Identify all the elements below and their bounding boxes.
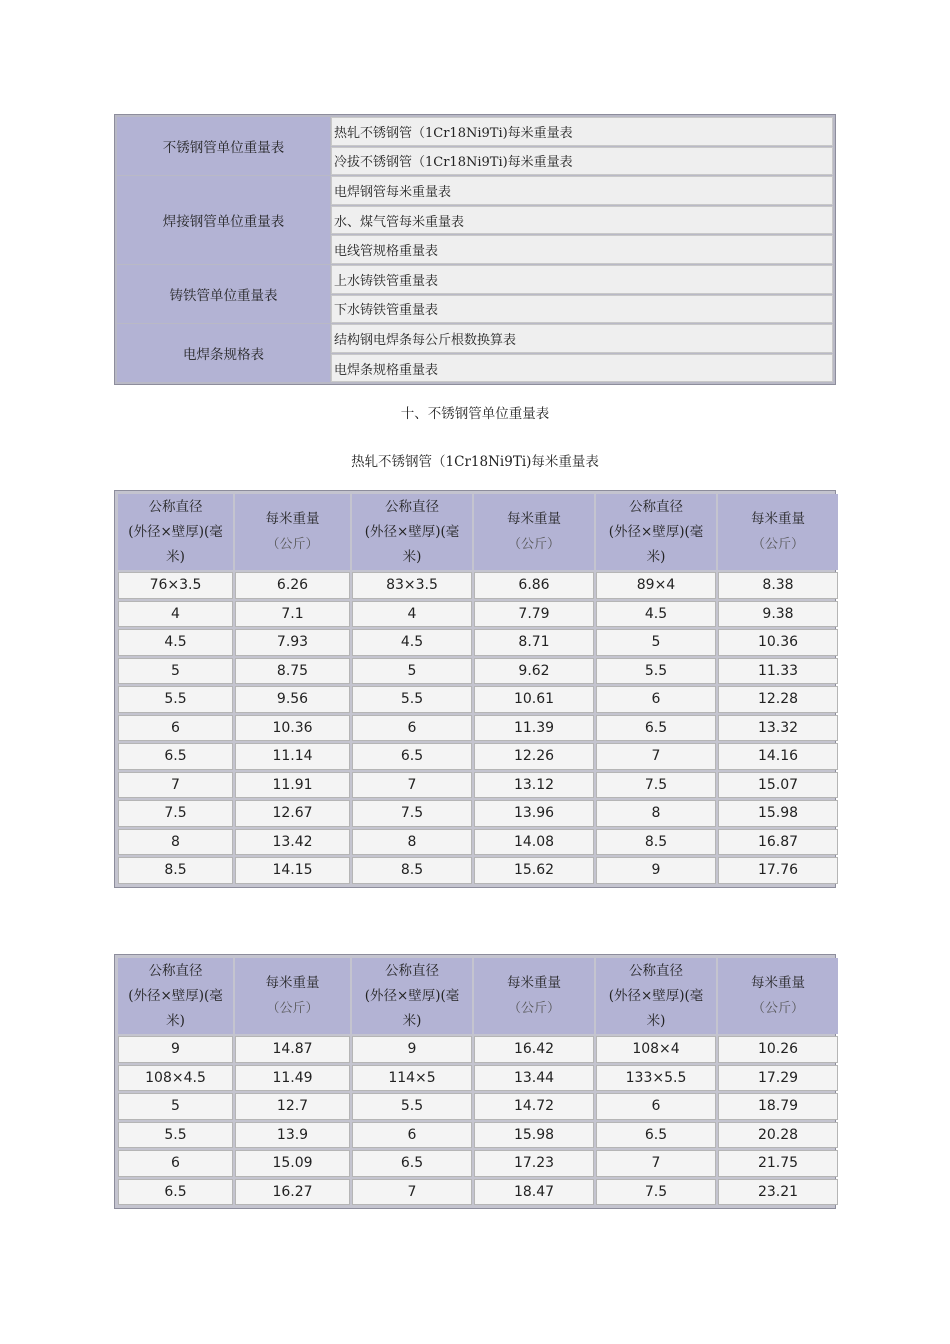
weight-cell: 6.86 bbox=[474, 572, 594, 599]
index-table bbox=[114, 114, 836, 385]
dimension-cell: 108×4.5 bbox=[118, 1065, 233, 1092]
dimension-cell: 5 bbox=[352, 658, 472, 685]
dimension-cell: 6.5 bbox=[352, 1150, 472, 1177]
table-title: 热轧不锈钢管（1Cr18Ni9Ti)每米重量表 bbox=[351, 454, 599, 470]
dimension-cell: 108×4 bbox=[596, 1036, 716, 1063]
weight-cell: 17.29 bbox=[718, 1065, 838, 1092]
dimension-cell: 7.5 bbox=[118, 800, 233, 827]
weight-cell: 8.38 bbox=[718, 572, 838, 599]
dimension-cell: 8.5 bbox=[118, 857, 233, 884]
dimension-header bbox=[118, 494, 233, 570]
table-row bbox=[118, 743, 838, 770]
weight-cell: 11.91 bbox=[235, 772, 350, 799]
table-row bbox=[118, 800, 838, 827]
header-text: 每米重量 bbox=[265, 975, 320, 991]
dimension-cell: 89×4 bbox=[596, 572, 716, 599]
weight-cell: 15.62 bbox=[474, 857, 594, 884]
header-unit: （公斤） bbox=[507, 1001, 560, 1016]
weight-cell: 16.87 bbox=[718, 829, 838, 856]
weight-cell: 17.23 bbox=[474, 1150, 594, 1177]
header-text: 米) bbox=[402, 1012, 422, 1029]
dimension-cell: 7 bbox=[596, 1150, 716, 1177]
index-category: 电焊条规格表 bbox=[117, 324, 330, 382]
weight-cell: 14.15 bbox=[235, 857, 350, 884]
index-category: 不锈钢管单位重量表 bbox=[117, 117, 330, 175]
weight-cell: 18.47 bbox=[474, 1179, 594, 1206]
dimension-cell: 7 bbox=[352, 772, 472, 799]
dimension-cell: 6.5 bbox=[596, 1122, 716, 1149]
index-link[interactable]: 热轧不锈钢管（1Cr18Ni9Ti)每米重量表 bbox=[331, 117, 833, 146]
weight-cell: 11.39 bbox=[474, 715, 594, 742]
dimension-cell: 7.5 bbox=[352, 800, 472, 827]
weight-cell: 17.76 bbox=[718, 857, 838, 884]
weight-cell: 13.32 bbox=[718, 715, 838, 742]
dimension-cell: 4.5 bbox=[118, 629, 233, 656]
dimension-cell: 133×5.5 bbox=[596, 1065, 716, 1092]
table-row bbox=[118, 857, 838, 884]
header-text: 公称直径 bbox=[385, 962, 439, 979]
index-link[interactable]: 电焊条规格重量表 bbox=[331, 354, 833, 383]
weight-cell: 13.96 bbox=[474, 800, 594, 827]
weight-cell: 11.33 bbox=[718, 658, 838, 685]
weight-cell: 9.62 bbox=[474, 658, 594, 685]
index-link[interactable]: 下水铸铁管重量表 bbox=[331, 295, 833, 324]
weight-cell: 12.28 bbox=[718, 686, 838, 713]
dimension-cell: 6 bbox=[352, 715, 472, 742]
index-link[interactable]: 电焊钢管每米重量表 bbox=[331, 176, 833, 205]
index-category: 铸铁管单位重量表 bbox=[117, 265, 330, 323]
dimension-cell: 7 bbox=[352, 1179, 472, 1206]
header-text: (外径×壁厚)(毫 bbox=[364, 987, 460, 1004]
section-title: 十、不锈钢管单位重量表 bbox=[400, 406, 550, 422]
dimension-cell: 6 bbox=[118, 1150, 233, 1177]
index-link[interactable]: 上水铸铁管重量表 bbox=[331, 265, 833, 294]
dimension-cell: 9 bbox=[118, 1036, 233, 1063]
dimension-cell: 76×3.5 bbox=[118, 572, 233, 599]
dimension-cell: 5 bbox=[118, 1093, 233, 1120]
header-text: 米) bbox=[166, 1012, 185, 1029]
weight-header bbox=[474, 494, 594, 570]
weight-cell: 7.93 bbox=[235, 629, 350, 656]
index-row bbox=[117, 265, 833, 294]
dimension-cell: 9 bbox=[596, 857, 716, 884]
header-text: (外径×壁厚)(毫 bbox=[128, 523, 223, 540]
index-row bbox=[117, 117, 833, 146]
weight-cell: 8.71 bbox=[474, 629, 594, 656]
dimension-cell: 6.5 bbox=[118, 1179, 233, 1206]
weight-cell: 10.26 bbox=[718, 1036, 838, 1063]
header-unit: （公斤） bbox=[266, 1001, 319, 1016]
weight-cell: 11.49 bbox=[235, 1065, 350, 1092]
index-link[interactable]: 电线管规格重量表 bbox=[331, 235, 833, 264]
weight-cell: 15.07 bbox=[718, 772, 838, 799]
weight-cell: 13.42 bbox=[235, 829, 350, 856]
table-row bbox=[118, 658, 838, 685]
header-text: 每米重量 bbox=[751, 975, 805, 991]
weight-table-1 bbox=[114, 490, 836, 888]
weight-cell: 12.7 bbox=[235, 1093, 350, 1120]
weight-cell: 13.9 bbox=[235, 1122, 350, 1149]
header-text: 每米重量 bbox=[507, 975, 561, 991]
weight-cell: 13.12 bbox=[474, 772, 594, 799]
dimension-cell: 6.5 bbox=[352, 743, 472, 770]
header-text: 米) bbox=[402, 548, 422, 565]
header-text: 公称直径 bbox=[629, 498, 683, 515]
weight-cell: 15.98 bbox=[474, 1122, 594, 1149]
table-row bbox=[118, 1065, 838, 1092]
header-text: (外径×壁厚)(毫 bbox=[608, 523, 704, 540]
header-text: 米) bbox=[646, 548, 666, 565]
dimension-cell: 4 bbox=[118, 601, 233, 628]
header-text: 每米重量 bbox=[751, 511, 805, 527]
table-row bbox=[118, 1093, 838, 1120]
weight-header bbox=[718, 494, 838, 570]
weight-cell: 16.42 bbox=[474, 1036, 594, 1063]
table-row bbox=[118, 772, 838, 799]
header-text: 每米重量 bbox=[265, 511, 320, 527]
weight-cell: 21.75 bbox=[718, 1150, 838, 1177]
weight-header bbox=[235, 494, 350, 570]
weight-cell: 9.56 bbox=[235, 686, 350, 713]
weight-cell: 10.36 bbox=[718, 629, 838, 656]
table-row bbox=[118, 572, 838, 599]
dimension-cell: 7 bbox=[118, 772, 233, 799]
dimension-cell: 7.5 bbox=[596, 772, 716, 799]
header-row bbox=[118, 958, 838, 1034]
dimension-cell: 4 bbox=[352, 601, 472, 628]
dimension-cell: 6 bbox=[352, 1122, 472, 1149]
dimension-header bbox=[118, 958, 233, 1034]
index-category: 焊接钢管单位重量表 bbox=[117, 176, 330, 264]
header-text: 公称直径 bbox=[385, 498, 439, 515]
header-unit: （公斤） bbox=[751, 1001, 804, 1016]
weight-header bbox=[235, 958, 350, 1034]
weight-cell: 10.61 bbox=[474, 686, 594, 713]
weight-cell: 6.26 bbox=[235, 572, 350, 599]
dimension-cell: 9 bbox=[352, 1036, 472, 1063]
table-row bbox=[118, 715, 838, 742]
weight-header bbox=[718, 958, 838, 1034]
dimension-header bbox=[596, 494, 716, 570]
table-row bbox=[118, 601, 838, 628]
dimension-cell: 8 bbox=[118, 829, 233, 856]
dimension-cell: 83×3.5 bbox=[352, 572, 472, 599]
table-row bbox=[118, 1122, 838, 1149]
dimension-cell: 7.5 bbox=[596, 1179, 716, 1206]
header-text: 米) bbox=[646, 1012, 666, 1029]
header-text: 米) bbox=[166, 548, 185, 565]
table-row bbox=[118, 1179, 838, 1206]
weight-cell: 9.38 bbox=[718, 601, 838, 628]
dimension-cell: 6 bbox=[596, 686, 716, 713]
weight-cell: 14.72 bbox=[474, 1093, 594, 1120]
dimension-header bbox=[352, 958, 472, 1034]
header-unit: （公斤） bbox=[266, 537, 319, 552]
weight-cell: 15.98 bbox=[718, 800, 838, 827]
index-row bbox=[117, 324, 833, 353]
dimension-cell: 5.5 bbox=[118, 686, 233, 713]
table-row bbox=[118, 686, 838, 713]
header-text: (外径×壁厚)(毫 bbox=[364, 523, 460, 540]
dimension-cell: 4.5 bbox=[596, 601, 716, 628]
weight-cell: 12.26 bbox=[474, 743, 594, 770]
index-link[interactable]: 冷拔不锈钢管（1Cr18Ni9Ti)每米重量表 bbox=[331, 147, 833, 176]
weight-cell: 14.87 bbox=[235, 1036, 350, 1063]
dimension-cell: 6.5 bbox=[596, 715, 716, 742]
header-row bbox=[118, 494, 838, 570]
weight-cell: 20.28 bbox=[718, 1122, 838, 1149]
header-text: 公称直径 bbox=[148, 498, 203, 515]
header-text: (外径×壁厚)(毫 bbox=[128, 987, 223, 1004]
dimension-cell: 8 bbox=[352, 829, 472, 856]
dimension-cell: 7 bbox=[596, 743, 716, 770]
table-row bbox=[118, 629, 838, 656]
dimension-cell: 5.5 bbox=[118, 1122, 233, 1149]
weight-header bbox=[474, 958, 594, 1034]
dimension-cell: 5 bbox=[118, 658, 233, 685]
dimension-cell: 5.5 bbox=[352, 1093, 472, 1120]
dimension-cell: 5 bbox=[596, 629, 716, 656]
header-unit: （公斤） bbox=[507, 537, 560, 552]
dimension-cell: 114×5 bbox=[352, 1065, 472, 1092]
weight-cell: 18.79 bbox=[718, 1093, 838, 1120]
index-link[interactable]: 结构钢电焊条每公斤根数换算表 bbox=[331, 324, 833, 353]
header-text: (外径×壁厚)(毫 bbox=[608, 987, 704, 1004]
weight-cell: 7.79 bbox=[474, 601, 594, 628]
dimension-cell: 8.5 bbox=[596, 829, 716, 856]
table-row bbox=[118, 1150, 838, 1177]
dimension-cell: 4.5 bbox=[352, 629, 472, 656]
dimension-cell: 6 bbox=[596, 1093, 716, 1120]
weight-cell: 10.36 bbox=[235, 715, 350, 742]
dimension-header bbox=[352, 494, 472, 570]
weight-cell: 11.14 bbox=[235, 743, 350, 770]
header-text: 公称直径 bbox=[629, 962, 683, 979]
weight-cell: 16.27 bbox=[235, 1179, 350, 1206]
dimension-header bbox=[596, 958, 716, 1034]
weight-cell: 14.16 bbox=[718, 743, 838, 770]
weight-table-2 bbox=[114, 954, 836, 1209]
dimension-cell: 8.5 bbox=[352, 857, 472, 884]
weight-cell: 8.75 bbox=[235, 658, 350, 685]
table-row bbox=[118, 829, 838, 856]
dimension-cell: 5.5 bbox=[352, 686, 472, 713]
dimension-cell: 6 bbox=[118, 715, 233, 742]
dimension-cell: 5.5 bbox=[596, 658, 716, 685]
header-text: 公称直径 bbox=[148, 962, 203, 979]
dimension-cell: 8 bbox=[596, 800, 716, 827]
table-row bbox=[118, 1036, 838, 1063]
weight-cell: 23.21 bbox=[718, 1179, 838, 1206]
index-link[interactable]: 水、煤气管每米重量表 bbox=[331, 206, 833, 235]
weight-cell: 7.1 bbox=[235, 601, 350, 628]
weight-cell: 14.08 bbox=[474, 829, 594, 856]
header-text: 每米重量 bbox=[507, 511, 561, 527]
dimension-cell: 6.5 bbox=[118, 743, 233, 770]
weight-cell: 13.44 bbox=[474, 1065, 594, 1092]
header-unit: （公斤） bbox=[751, 537, 804, 552]
weight-cell: 15.09 bbox=[235, 1150, 350, 1177]
index-row bbox=[117, 176, 833, 205]
weight-cell: 12.67 bbox=[235, 800, 350, 827]
